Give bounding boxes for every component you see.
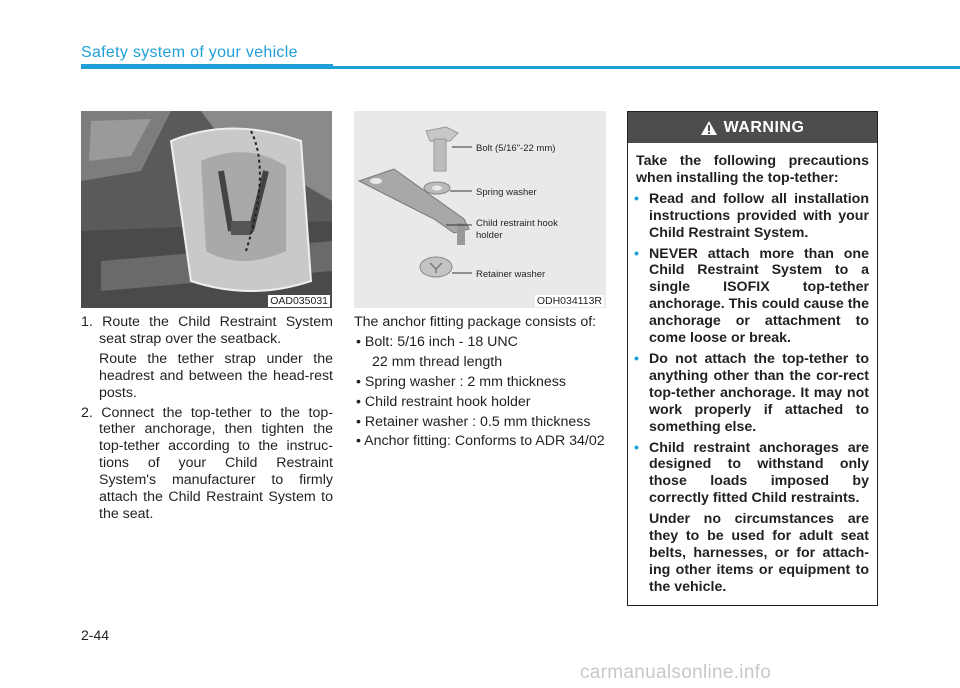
- label-hook-holder-line1: Child restraint hook: [476, 218, 558, 229]
- bullet-icon: •: [634, 350, 639, 367]
- package-intro: The anchor fitting package consists of:: [354, 314, 597, 330]
- label-hook-holder-line2: holder: [476, 230, 503, 241]
- step-1: 1. Route the Child Restraint System seat strap over the seatback.: [81, 314, 333, 347]
- bolt-icon: [426, 127, 458, 171]
- warning-title: WARNING: [723, 118, 805, 136]
- anchor-fitting-package: [354, 314, 606, 450]
- page-number: 2-44: [81, 627, 110, 643]
- warning-bullet: • Read and follow all installation instructions provided with your Child Restraint System.: [634, 190, 869, 241]
- list-item: • Bolt: 5/16 inch - 18 UNC: [356, 333, 518, 350]
- photo-code: OAD035031: [270, 295, 328, 307]
- watermark: carmanualsonline.info: [580, 662, 772, 683]
- list-item: • Anchor fitting: Conforms to ADR 34/02: [356, 433, 605, 450]
- warning-header: [628, 112, 877, 143]
- step-1-note: Route the tether strap under the headrest and between the head-rest posts.: [99, 350, 333, 401]
- warning-bullet: • Child restraint anchorages are designed to withstand only those loads imposed by correctly fitted Child restraints.: [634, 439, 869, 507]
- warning-box: [627, 111, 878, 606]
- warning-bullet: • NEVER attach more than one Child Restraint System to a single ISOFIX top-tether anchorage. This could cause the anchorage or attachment to come loose or break.: [634, 245, 869, 347]
- warning-closing: Under no circumstances are they to be used for adult seat belts, harnesses, or for attach-ing other items or equipment to the vehicle.: [649, 511, 869, 595]
- label-bolt: Bolt (5/16"-22 mm): [476, 143, 556, 154]
- warning-triangle-icon: [701, 121, 717, 135]
- warning-bullet: • Do not attach the top-tether to anything other than the cor-rect top-tether anchorage. It may not work properly if attached to something else.: [634, 350, 869, 435]
- header-rule-accent: [81, 64, 333, 69]
- section-title: Safety system of your vehicle: [81, 44, 298, 61]
- warning-intro: Take the following precautions when installing the top-tether:: [636, 153, 869, 186]
- bullet-icon: •: [634, 190, 639, 207]
- anchor-fitting-diagram: [354, 111, 606, 308]
- bullet-icon: •: [634, 439, 639, 456]
- label-retainer-washer: Retainer washer: [476, 269, 546, 280]
- bullet-icon: •: [634, 245, 639, 262]
- list-item: • Retainer washer : 0.5 mm thickness: [356, 413, 591, 430]
- label-spring-washer: Spring washer: [476, 187, 537, 198]
- child-seat-photo: [81, 111, 332, 308]
- installation-steps: [81, 314, 333, 523]
- warning-body: [628, 143, 877, 596]
- step-2: 2. Connect the top-tether to the top-tether anchorage, then tighten the top-tether according to the instruc-tions of your Child Restraint System's manufacturer to firmly attach the Child Restraint System to the seat.: [81, 404, 333, 522]
- diagram-code: ODH034113R: [536, 295, 602, 307]
- hook-holder-icon: [359, 169, 469, 245]
- list-item: • Spring washer : 2 mm thickness: [356, 373, 566, 390]
- list-item-continuation: 22 mm thread length: [372, 353, 503, 370]
- list-item: • Child restraint hook holder: [356, 393, 531, 410]
- retainer-washer-icon: [420, 257, 452, 277]
